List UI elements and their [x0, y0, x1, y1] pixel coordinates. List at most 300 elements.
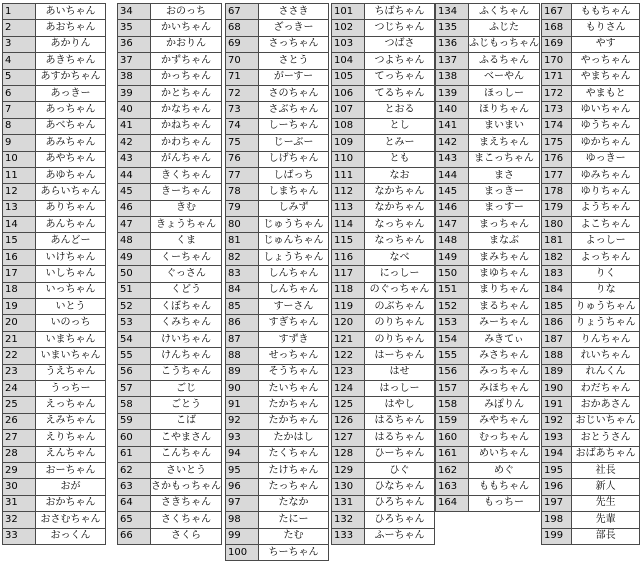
table-row	[118, 495, 222, 511]
row-number: 11	[3, 167, 36, 183]
table-row	[118, 233, 222, 249]
row-number: 57	[118, 380, 151, 396]
table-row	[436, 430, 540, 446]
nickname-cell: まさ	[469, 167, 540, 183]
nickname-cell: すーさん	[259, 299, 329, 315]
table-row	[226, 315, 329, 331]
row-number: 116	[332, 249, 365, 265]
row-number: 139	[436, 85, 469, 101]
table-row	[118, 266, 222, 282]
row-number: 7	[3, 102, 36, 118]
row-number: 144	[436, 167, 469, 183]
row-number: 113	[332, 200, 365, 216]
table-row	[436, 315, 540, 331]
nickname-cell: さくら	[151, 528, 222, 544]
nickname-cell: 社長	[572, 462, 640, 478]
row-number: 179	[542, 200, 572, 216]
row-number: 67	[226, 4, 259, 20]
row-number: 18	[3, 282, 36, 298]
nickname-cell: ひろちゃん	[365, 512, 435, 528]
nickname-cell: しまちゃん	[259, 184, 329, 200]
row-number: 16	[3, 249, 36, 265]
table-row	[542, 413, 640, 429]
row-number: 102	[332, 20, 365, 36]
table-row	[436, 217, 540, 233]
table-row	[332, 348, 435, 364]
nickname-cell: ふーちゃん	[365, 528, 435, 544]
nickname-cell: たなか	[259, 495, 329, 511]
row-number: 190	[542, 380, 572, 396]
row-number: 30	[3, 479, 36, 495]
row-number: 17	[3, 266, 36, 282]
row-number: 83	[226, 266, 259, 282]
nickname-cell: はるちゃん	[365, 413, 435, 429]
table-row	[332, 69, 435, 85]
row-number: 1	[3, 4, 36, 20]
nickname-cell: おとうさん	[572, 430, 640, 446]
row-number: 66	[118, 528, 151, 544]
nickname-cell: うっちー	[36, 380, 106, 396]
nickname-table-column	[541, 3, 640, 545]
nickname-cell: はるちゃん	[365, 430, 435, 446]
table-row	[226, 495, 329, 511]
table-row	[3, 282, 106, 298]
row-number: 100	[226, 544, 259, 560]
table-row	[542, 135, 640, 151]
table-row	[226, 512, 329, 528]
row-number: 149	[436, 249, 469, 265]
table-row	[226, 266, 329, 282]
table-row	[332, 4, 435, 20]
table-row	[3, 36, 106, 52]
nickname-table-column	[117, 3, 222, 545]
nickname-cell: りんちゃん	[572, 331, 640, 347]
table-row	[118, 348, 222, 364]
table-row	[3, 397, 106, 413]
row-number: 22	[3, 348, 36, 364]
row-number: 135	[436, 20, 469, 36]
table-row	[3, 315, 106, 331]
nickname-cell: さのちゃん	[259, 85, 329, 101]
row-number: 148	[436, 233, 469, 249]
table-row	[542, 102, 640, 118]
row-number: 35	[118, 20, 151, 36]
row-number: 44	[118, 167, 151, 183]
nickname-cell: ありちゃん	[36, 200, 106, 216]
nickname-cell: りゅうちゃん	[572, 299, 640, 315]
row-number: 125	[332, 397, 365, 413]
table-row	[436, 20, 540, 36]
nickname-cell: おかちゃん	[36, 495, 106, 511]
row-number: 54	[118, 331, 151, 347]
nickname-cell: さいとう	[151, 462, 222, 478]
nickname-cell: とし	[365, 118, 435, 134]
row-number: 198	[542, 512, 572, 528]
nickname-cell: あおちゃん	[36, 20, 106, 36]
row-number: 194	[542, 446, 572, 462]
row-number: 127	[332, 430, 365, 446]
row-number: 138	[436, 69, 469, 85]
nickname-cell: くどう	[151, 282, 222, 298]
table-row	[436, 53, 540, 69]
nickname-cell: いっちゃん	[36, 282, 106, 298]
nickname-cell: つよちゃん	[365, 53, 435, 69]
row-number: 31	[3, 495, 36, 511]
nickname-cell: みきてぃ	[469, 331, 540, 347]
nickname-cell: みぽりん	[469, 397, 540, 413]
table-row	[226, 36, 329, 52]
nickname-cell: あかりん	[36, 36, 106, 52]
table-row	[332, 266, 435, 282]
table-row	[332, 446, 435, 462]
nickname-cell: みさちゃん	[469, 348, 540, 364]
table-row	[436, 348, 540, 364]
row-number: 42	[118, 135, 151, 151]
table-row	[332, 200, 435, 216]
row-number: 164	[436, 495, 469, 511]
row-number: 117	[332, 266, 365, 282]
nickname-cell: あっちゃん	[36, 102, 106, 118]
table-row	[118, 430, 222, 446]
row-number: 86	[226, 315, 259, 331]
row-number: 15	[3, 233, 36, 249]
nickname-cell: ほっしー	[469, 85, 540, 101]
row-number: 120	[332, 315, 365, 331]
nickname-cell: れんくん	[572, 364, 640, 380]
row-number: 50	[118, 266, 151, 282]
row-number: 129	[332, 462, 365, 478]
row-number: 152	[436, 299, 469, 315]
row-number: 168	[542, 20, 572, 36]
nickname-cell: まみちゃん	[469, 249, 540, 265]
table-row	[332, 364, 435, 380]
nickname-cell: 部長	[572, 528, 640, 544]
row-number: 137	[436, 53, 469, 69]
row-number: 171	[542, 69, 572, 85]
nickname-cell: ゆかちゃん	[572, 135, 640, 151]
row-number: 91	[226, 397, 259, 413]
row-number: 174	[542, 118, 572, 134]
table-row	[436, 446, 540, 462]
row-number: 58	[118, 397, 151, 413]
row-number: 106	[332, 85, 365, 101]
nickname-cell: こうちゃん	[151, 364, 222, 380]
row-number: 141	[436, 118, 469, 134]
table-row	[3, 446, 106, 462]
row-number: 72	[226, 85, 259, 101]
row-number: 8	[3, 118, 36, 134]
row-number: 73	[226, 102, 259, 118]
nickname-cell: ひなちゃん	[365, 479, 435, 495]
row-number: 4	[3, 53, 36, 69]
row-number: 186	[542, 315, 572, 331]
table-row	[226, 462, 329, 478]
row-number: 187	[542, 331, 572, 347]
table-row	[226, 20, 329, 36]
row-number: 153	[436, 315, 469, 331]
row-number: 156	[436, 364, 469, 380]
table-row	[3, 249, 106, 265]
table-row	[542, 20, 640, 36]
row-number: 108	[332, 118, 365, 134]
table-row	[332, 53, 435, 69]
table-row	[118, 200, 222, 216]
row-number: 53	[118, 315, 151, 331]
row-number: 45	[118, 184, 151, 200]
table-row	[436, 249, 540, 265]
table-row	[436, 118, 540, 134]
nickname-cell: こば	[151, 413, 222, 429]
nickname-cell: よこちゃん	[572, 217, 640, 233]
table-row	[226, 200, 329, 216]
table-row	[118, 4, 222, 20]
table-row	[436, 380, 540, 396]
table-row	[118, 184, 222, 200]
nickname-cell: りょうちゃん	[572, 315, 640, 331]
table-row	[226, 102, 329, 118]
row-number: 110	[332, 151, 365, 167]
row-number: 189	[542, 364, 572, 380]
nickname-table-column	[2, 3, 106, 545]
table-row	[436, 479, 540, 495]
nickname-cell: とおる	[365, 102, 435, 118]
table-row	[3, 266, 106, 282]
nickname-cell: あいちゃん	[36, 4, 106, 20]
row-number: 34	[118, 4, 151, 20]
table-row	[3, 495, 106, 511]
row-number: 68	[226, 20, 259, 36]
nickname-cell: あすかちゃん	[36, 69, 106, 85]
row-number: 158	[436, 397, 469, 413]
table-row	[332, 102, 435, 118]
nickname-cell: つばさ	[365, 36, 435, 52]
nickname-cell: まこっちゃん	[469, 151, 540, 167]
row-number: 136	[436, 36, 469, 52]
nickname-cell: むっちゃん	[469, 430, 540, 446]
nickname-cell: さきちゃん	[151, 495, 222, 511]
table-row	[332, 249, 435, 265]
row-number: 130	[332, 479, 365, 495]
row-number: 92	[226, 413, 259, 429]
nickname-cell: まっきー	[469, 184, 540, 200]
row-number: 46	[118, 200, 151, 216]
nickname-cell: たかはし	[259, 430, 329, 446]
nickname-cell: じゅんちゃん	[259, 233, 329, 249]
table-row	[542, 299, 640, 315]
nickname-cell: たくちゃん	[259, 446, 329, 462]
table-row	[436, 85, 540, 101]
nickname-cell: ゆいちゃん	[572, 102, 640, 118]
nickname-cell: あべちゃん	[36, 118, 106, 134]
row-number: 161	[436, 446, 469, 462]
table-row	[542, 446, 640, 462]
nickname-cell: なお	[365, 167, 435, 183]
table-row	[3, 102, 106, 118]
table-row	[226, 4, 329, 20]
table-row	[3, 167, 106, 183]
nickname-cell: ももちゃん	[469, 479, 540, 495]
row-number: 62	[118, 462, 151, 478]
table-row	[3, 233, 106, 249]
row-number: 75	[226, 135, 259, 151]
nickname-cell: ふじもっちゃん	[469, 36, 540, 52]
nickname-cell: あんちゃん	[36, 217, 106, 233]
row-number: 27	[3, 430, 36, 446]
nickname-cell: えりちゃん	[36, 430, 106, 446]
row-number: 14	[3, 217, 36, 233]
row-number: 71	[226, 69, 259, 85]
row-number: 162	[436, 462, 469, 478]
row-number: 101	[332, 4, 365, 20]
nickname-cell: とも	[365, 151, 435, 167]
row-number: 132	[332, 512, 365, 528]
row-number: 26	[3, 413, 36, 429]
table-row	[332, 397, 435, 413]
nickname-cell: かとちゃん	[151, 85, 222, 101]
table-row	[332, 184, 435, 200]
table-row	[542, 4, 640, 20]
table-row	[436, 331, 540, 347]
nickname-cell: まるちゃん	[469, 299, 540, 315]
nickname-cell: みーちゃん	[469, 315, 540, 331]
table-row	[542, 331, 640, 347]
row-number: 64	[118, 495, 151, 511]
nickname-cell: しんちゃん	[259, 282, 329, 298]
nickname-cell: おのっち	[151, 4, 222, 20]
table-row	[3, 528, 106, 544]
table-row	[436, 266, 540, 282]
table-row	[3, 413, 106, 429]
table-row	[118, 299, 222, 315]
nickname-cell: ゆりちゃん	[572, 184, 640, 200]
table-row	[3, 380, 106, 396]
nickname-cell: たむ	[259, 528, 329, 544]
nickname-cell: のりちゃん	[365, 315, 435, 331]
table-row	[118, 512, 222, 528]
table-row	[542, 364, 640, 380]
row-number: 151	[436, 282, 469, 298]
nickname-cell: 新人	[572, 479, 640, 495]
nickname-cell: きくちゃん	[151, 167, 222, 183]
row-number: 84	[226, 282, 259, 298]
nickname-cell: しんちゃん	[259, 266, 329, 282]
row-number: 43	[118, 151, 151, 167]
row-number: 21	[3, 331, 36, 347]
table-row	[118, 331, 222, 347]
nickname-cell: かねちゃん	[151, 118, 222, 134]
nickname-cell: かずちゃん	[151, 53, 222, 69]
table-row	[118, 397, 222, 413]
table-row	[542, 380, 640, 396]
nickname-cell: きむ	[151, 200, 222, 216]
table-row	[3, 348, 106, 364]
row-number: 134	[436, 4, 469, 20]
table-row	[542, 495, 640, 511]
nickname-cell: なかちゃん	[365, 200, 435, 216]
row-number: 6	[3, 85, 36, 101]
row-number: 109	[332, 135, 365, 151]
nickname-cell: じゅうちゃん	[259, 217, 329, 233]
nickname-cell: さくちゃん	[151, 512, 222, 528]
nickname-cell: たかちゃん	[259, 413, 329, 429]
table-row	[332, 233, 435, 249]
nickname-cell: やまもと	[572, 85, 640, 101]
table-row	[542, 184, 640, 200]
nickname-cell: にっしー	[365, 266, 435, 282]
nickname-cell: おっくん	[36, 528, 106, 544]
row-number: 172	[542, 85, 572, 101]
nickname-cell: いけちゃん	[36, 249, 106, 265]
row-number: 13	[3, 200, 36, 216]
nickname-cell: たかちゃん	[259, 397, 329, 413]
row-number: 185	[542, 299, 572, 315]
table-row	[332, 512, 435, 528]
nickname-cell: まゆちゃん	[469, 266, 540, 282]
nickname-cell: ふるちゃん	[469, 53, 540, 69]
nickname-cell: とみー	[365, 135, 435, 151]
table-row	[226, 151, 329, 167]
row-number: 3	[3, 36, 36, 52]
table-row	[542, 85, 640, 101]
nickname-cell: りく	[572, 266, 640, 282]
row-number: 59	[118, 413, 151, 429]
row-number: 195	[542, 462, 572, 478]
table-row	[226, 544, 329, 560]
row-number: 55	[118, 348, 151, 364]
nickname-cell: みほちゃん	[469, 380, 540, 396]
table-row	[436, 282, 540, 298]
row-number: 143	[436, 151, 469, 167]
nickname-cell: かっちゃん	[151, 69, 222, 85]
row-number: 160	[436, 430, 469, 446]
row-number: 98	[226, 512, 259, 528]
table-row	[3, 20, 106, 36]
nickname-cell: ひぐ	[365, 462, 435, 478]
table-row	[3, 184, 106, 200]
table-row	[542, 266, 640, 282]
nickname-cell: さぶちゃん	[259, 102, 329, 118]
nickname-cell: りな	[572, 282, 640, 298]
nickname-cell: ほりちゃん	[469, 102, 540, 118]
nickname-cell: つじちゃん	[365, 20, 435, 36]
row-number: 69	[226, 36, 259, 52]
table-row	[226, 167, 329, 183]
table-row	[542, 53, 640, 69]
row-number: 47	[118, 217, 151, 233]
nickname-cell: ふじた	[469, 20, 540, 36]
table-row	[3, 430, 106, 446]
table-row	[436, 135, 540, 151]
nickname-cell: まえちゃん	[469, 135, 540, 151]
table-row	[436, 167, 540, 183]
row-number: 39	[118, 85, 151, 101]
row-number: 169	[542, 36, 572, 52]
nickname-cell: ゆっきー	[572, 151, 640, 167]
table-row	[226, 446, 329, 462]
row-number: 175	[542, 135, 572, 151]
row-number: 70	[226, 53, 259, 69]
table-row	[226, 299, 329, 315]
row-number: 115	[332, 233, 365, 249]
nickname-cell: なっちゃん	[365, 233, 435, 249]
row-number: 2	[3, 20, 36, 36]
nickname-cell: はやし	[365, 397, 435, 413]
nickname-cell: くま	[151, 233, 222, 249]
table-row	[118, 151, 222, 167]
row-number: 32	[3, 512, 36, 528]
row-number: 48	[118, 233, 151, 249]
nickname-cell: けいちゃん	[151, 331, 222, 347]
